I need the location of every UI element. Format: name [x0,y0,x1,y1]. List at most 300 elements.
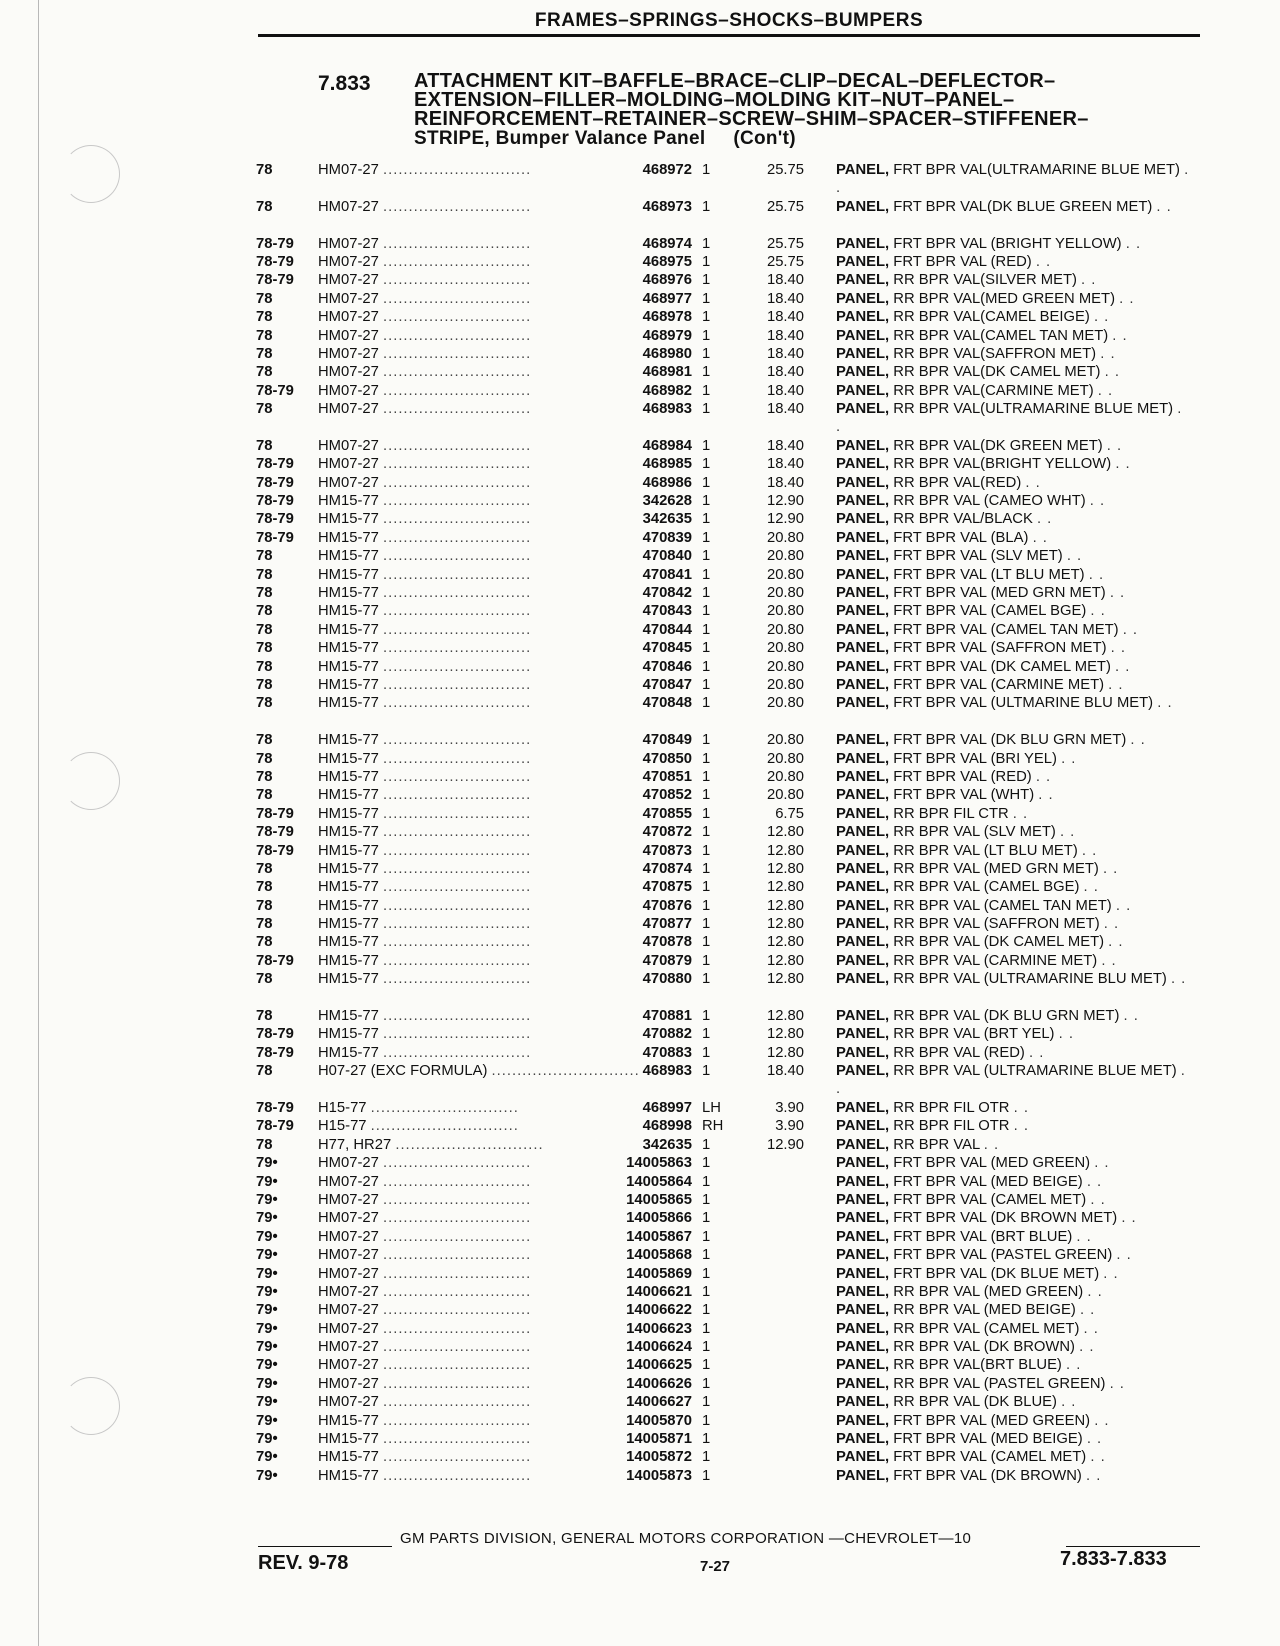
table-row [256,1467,1196,1485]
model-cell [318,1173,576,1191]
description [836,970,1192,988]
model-cell [318,474,576,492]
price: 18.40 [766,437,804,454]
part-number: 470842 [642,585,692,602]
model-year: 78-79 [256,1026,294,1043]
quantity: 1 [702,1320,711,1337]
leader-dots: ............................. [382,603,532,620]
part-name: PANEL, [836,1339,890,1356]
quantity: 1 [702,382,711,399]
model-cell [318,529,576,547]
leader-dots: ............................. [382,401,532,418]
part-number: 470883 [642,1044,692,1061]
part-number: 470880 [642,971,692,988]
leader-dots: . . [1032,529,1048,546]
part-description: FRT BPR VAL (ULTMARINE BLU MET) [893,695,1154,712]
section-title-cont: (Con't) [733,128,796,149]
price: 20.80 [766,732,804,749]
leader-dots: ............................. [382,879,532,896]
part-description: RR BPR VAL(RED) [893,474,1022,491]
part-name: PANEL, [836,640,890,657]
part-description: FRT BPR VAL (WHT) [893,787,1035,804]
model-cell [318,510,576,528]
model-cell [318,860,576,878]
quantity: 1 [702,1375,711,1392]
model-code: HM07-27 [318,401,379,418]
leader-dots: ............................. [382,916,532,933]
part-number: 14006623 [626,1320,692,1337]
leader-dots: . . [1059,824,1076,841]
model-code: HM15-77 [318,934,379,951]
model-year: 78 [256,566,273,583]
leader-dots: . . [1097,382,1114,399]
leader-dots: ............................. [382,290,532,307]
description [836,1301,1192,1319]
model-year: 78 [256,621,273,638]
description [836,161,1192,197]
model-cell [318,1448,576,1466]
part-number: 468980 [642,345,692,362]
model-code: HM15-77 [318,805,379,822]
part-number: 14006621 [626,1283,692,1300]
model-cell [318,1099,576,1117]
leader-dots: . . [1119,290,1135,307]
part-number: 470872 [642,824,692,841]
table-row [256,400,1196,437]
leader-dots: . . [1100,345,1116,362]
leader-dots: . . [1012,805,1029,822]
model-year: 78-79 [256,511,294,528]
table-row [256,566,1196,584]
table-row [256,198,1196,235]
description [836,529,1192,547]
part-description: RR BPR VAL (DK CAMEL MET) [893,934,1105,951]
leader-dots: ............................. [382,952,532,969]
part-name: PANEL, [836,1118,890,1135]
table-row [256,786,1196,804]
model-year: 78 [256,971,273,988]
part-number: 14005872 [626,1449,692,1466]
table-row [256,970,1196,1007]
part-name: PANEL, [836,1228,890,1245]
leader-dots: . . [1101,952,1117,969]
part-description: RR BPR VAL (MED GRN MET) [893,860,1099,877]
model-year: 78 [256,345,273,362]
quantity: LH [702,1100,721,1117]
price: 6.75 [775,805,804,822]
part-name: PANEL, [836,162,890,178]
quantity: 1 [702,1283,711,1300]
model-code: HM15-77 [318,603,379,620]
part-number: 470873 [642,842,692,859]
part-number: 14005865 [626,1191,692,1208]
leader-dots: . . [1061,750,1077,767]
model-code: HM07-27 [318,1394,379,1411]
table-row [256,474,1196,492]
part-name: PANEL, [836,198,890,215]
leader-dots: . . [1123,1008,1139,1025]
part-name: PANEL, [836,548,890,565]
model-cell [318,584,576,602]
description [836,1283,1192,1301]
part-description: RR BPR VAL (DK BROWN) [893,1339,1075,1356]
model-code: HM07-27 [318,456,379,473]
description [836,1356,1192,1374]
description [836,1007,1192,1025]
table-row [256,308,1196,326]
model-code: HM15-77 [318,676,379,693]
part-description: FRT BPR VAL(ULTRAMARINE BLUE MET) [893,162,1180,178]
model-year: 79• [256,1173,278,1190]
table-row [256,952,1196,970]
quantity: 1 [702,198,711,215]
quantity: 1 [702,1449,711,1466]
model-year: 78 [256,437,273,454]
model-year: 79• [256,1155,278,1172]
leader-dots: . . [1061,1394,1077,1411]
part-number: 14005863 [626,1155,692,1172]
quantity: 1 [702,290,711,307]
description [836,1430,1192,1448]
price: 20.80 [766,750,804,767]
leader-dots: ............................. [382,327,532,344]
model-year: 78 [256,585,273,602]
price: 12.80 [766,1044,804,1061]
part-name: PANEL, [836,1449,890,1466]
leader-dots: . . [1025,474,1041,491]
price: 25.75 [766,198,804,215]
part-name: PANEL, [836,382,890,399]
model-code: HM15-77 [318,860,379,877]
model-cell [318,897,576,915]
model-year: 78-79 [256,456,294,473]
part-description: RR BPR VAL(SAFFRON MET) [893,345,1097,362]
model-year: 79• [256,1375,278,1392]
model-cell [318,933,576,951]
leader-dots: . . [1090,1191,1106,1208]
leader-dots: . . [1093,309,1110,326]
leader-dots: ............................. [382,1173,532,1190]
leader-dots: . . [1081,842,1098,859]
leader-dots: . . [1035,253,1052,270]
part-name: PANEL, [836,934,890,951]
table-row [256,1375,1196,1393]
table-row [256,897,1196,915]
leader-dots: ............................. [382,162,532,178]
table-row [256,584,1196,602]
table-row [256,1099,1196,1117]
description [836,382,1192,400]
part-name: PANEL, [836,1008,890,1025]
description [836,1393,1192,1411]
part-name: PANEL, [836,768,890,785]
quantity: 1 [702,1431,711,1448]
quantity: 1 [702,952,711,969]
description [836,547,1192,565]
model-code: H77, HR27 [318,1136,392,1153]
part-name: PANEL, [836,1026,890,1043]
part-description: FRT BPR VAL (BLA) [893,529,1029,546]
model-year: 79• [256,1394,278,1411]
description [836,308,1192,326]
part-description: FRT BPR VAL (CAMEL TAN MET) [893,621,1119,638]
description [836,750,1192,768]
part-description: RR BPR VAL (DK BLU GRN MET) [893,1008,1120,1025]
model-code: HM07-27 [318,364,379,381]
part-number: 468978 [642,309,692,326]
description [836,897,1192,915]
leader-dots: . . [1108,934,1124,951]
model-code: HM15-77 [318,511,379,528]
leader-dots: . . [1090,603,1106,620]
quantity: 1 [702,548,711,565]
leader-dots: ............................. [382,198,532,215]
part-description: RR BPR VAL (CAMEL MET) [893,1320,1080,1337]
leader-dots: . . [1110,640,1126,657]
leader-dots: . . [1170,971,1187,988]
model-code: HM07-27 [318,198,379,215]
model-code: HM15-77 [318,732,379,749]
part-description: RR BPR VAL (CAMEO WHT) [893,493,1086,510]
model-year: 78 [256,658,273,675]
leader-dots: ............................. [382,640,532,657]
model-cell [318,1375,576,1393]
price: 3.90 [775,1100,804,1117]
leader-dots: . . [1086,1431,1103,1448]
section-title [414,72,1089,148]
description [836,400,1192,436]
model-cell [318,566,576,584]
leader-dots: . . [1090,1449,1106,1466]
leader-dots: ............................. [382,695,532,712]
leader-dots: . . [1157,695,1173,712]
part-description: FRT BPR VAL (PASTEL GREEN) [893,1247,1113,1264]
table-row [256,382,1196,400]
quantity: 1 [702,1026,711,1043]
model-year: 78-79 [256,805,294,822]
leader-dots: ............................. [382,382,532,399]
leader-dots: ............................. [382,493,532,510]
price: 20.80 [766,529,804,546]
description [836,860,1192,878]
model-cell [318,1393,576,1411]
part-name: PANEL, [836,916,890,933]
model-year: 78 [256,603,273,620]
quantity: 1 [702,860,711,877]
part-name: PANEL, [836,327,890,344]
part-number: 468998 [642,1118,692,1135]
part-description: RR BPR VAL (SAFFRON MET) [893,916,1100,933]
quantity: 1 [702,732,711,749]
description [836,198,1192,216]
quantity: 1 [702,1063,711,1080]
part-description: FRT BPR VAL (LT BLU MET) [893,566,1085,583]
model-year: 78 [256,327,273,344]
leader-dots: ............................. [382,732,532,749]
table-row [256,1173,1196,1191]
table-row [256,915,1196,933]
model-year: 78 [256,879,273,896]
part-number: 470875 [642,879,692,896]
punch-hole [62,752,120,810]
table-row [256,345,1196,363]
description [836,952,1192,970]
model-code: HM07-27 [318,1247,379,1264]
section-range: 7.833-7.833 [1060,1548,1167,1570]
leader-dots: . . [983,1136,1000,1153]
table-row [256,510,1196,528]
leader-dots: ............................. [382,1265,532,1282]
part-number: 470879 [642,952,692,969]
model-year: 78 [256,934,273,951]
quantity: 1 [702,1155,711,1172]
part-name: PANEL, [836,1467,890,1484]
model-cell [318,842,576,860]
table-row [256,1209,1196,1227]
part-description: FRT BPR VAL (MED BEIGE) [893,1431,1083,1448]
part-description: RR BPR VAL (CAMEL BGE) [893,879,1080,896]
part-name: PANEL, [836,750,890,767]
part-name: PANEL, [836,1302,890,1319]
description [836,437,1192,455]
table-row [256,529,1196,547]
model-year: 79• [256,1431,278,1448]
quantity: 1 [702,529,711,546]
description [836,1191,1192,1209]
table-row [256,547,1196,565]
description [836,933,1192,951]
model-cell [318,731,576,749]
leader-dots: ............................. [382,824,532,841]
part-number: 342628 [642,493,692,510]
part-number: 470855 [642,805,692,822]
quantity: 1 [702,842,711,859]
part-description: RR BPR VAL (MED GREEN) [893,1283,1084,1300]
model-cell [318,676,576,694]
model-code: HM07-27 [318,1320,379,1337]
table-row [256,363,1196,381]
description [836,327,1192,345]
part-name: PANEL, [836,1063,890,1080]
price: 12.80 [766,952,804,969]
leader-dots: ............................. [382,1375,532,1392]
part-description: RR BPR VAL(SILVER MET) [893,272,1077,289]
price: 18.40 [766,272,804,289]
model-code: HM15-77 [318,658,379,675]
part-number: 14005870 [626,1412,692,1429]
leader-dots: ............................. [382,1191,532,1208]
table-row [256,694,1196,731]
footer-rule [258,1546,392,1547]
leader-dots: ............................. [382,1044,532,1061]
table-row [256,1191,1196,1209]
leader-dots: . . [1116,1247,1132,1264]
part-number: 470851 [642,768,692,785]
model-code: HM07-27 [318,272,379,289]
table-row [256,437,1196,455]
price: 18.40 [766,474,804,491]
quantity: 1 [702,1191,711,1208]
part-name: PANEL, [836,603,890,620]
quantity: 1 [702,695,711,712]
model-cell [318,1044,576,1062]
model-year: 78-79 [256,842,294,859]
table-row [256,933,1196,951]
table-row [256,602,1196,620]
model-year: 78 [256,640,273,657]
description [836,363,1192,381]
leader-dots: . . [1125,235,1142,252]
leader-dots: ............................. [382,548,532,565]
quantity: 1 [702,603,711,620]
part-name: PANEL, [836,345,890,362]
quantity: 1 [702,345,711,362]
model-cell [318,621,576,639]
model-code: HM15-77 [318,824,379,841]
table-row [256,1393,1196,1411]
quantity: 1 [702,474,711,491]
part-number: 468973 [642,198,692,215]
description [836,492,1192,510]
model-code: HM15-77 [318,1044,379,1061]
model-cell [318,970,576,988]
table-row [256,860,1196,878]
model-cell [318,1209,576,1227]
price: 20.80 [766,621,804,638]
description [836,584,1192,602]
part-name: PANEL, [836,1375,890,1392]
leader-dots: ............................. [382,676,532,693]
model-code: HM15-77 [318,952,379,969]
part-description: FRT BPR VAL (CAMEL MET) [893,1449,1087,1466]
price: 18.40 [766,364,804,381]
quantity: 1 [702,640,711,657]
leader-dots: ............................. [382,768,532,785]
model-cell [318,1265,576,1283]
part-number: 14005869 [626,1265,692,1282]
quantity: 1 [702,585,711,602]
leader-dots: . . [1115,456,1131,473]
description [836,271,1192,289]
model-year: 79• [256,1247,278,1264]
description [836,602,1192,620]
leader-dots: . . [1013,1118,1029,1135]
part-description: FRT BPR VAL(DK BLUE GREEN MET) [893,198,1153,215]
quantity: 1 [702,1228,711,1245]
leader-dots: . . [1079,1339,1095,1356]
model-cell [318,1117,576,1135]
part-description: FRT BPR VAL (BRT BLUE) [893,1228,1073,1245]
model-year: 78 [256,787,273,804]
price: 18.40 [766,345,804,362]
model-cell [318,547,576,565]
running-head: FRAMES–SPRINGS–SHOCKS–BUMPERS [258,10,1200,37]
table-row [256,253,1196,271]
description [836,510,1192,528]
model-code: HM07-27 [318,1302,379,1319]
table-row [256,492,1196,510]
part-number: 470848 [642,695,692,712]
description [836,1025,1192,1043]
part-description: RR BPR VAL(BRT BLUE) [893,1357,1062,1374]
part-description: RR BPR VAL (PASTEL GREEN) [893,1375,1106,1392]
model-year: 78 [256,198,273,215]
model-code: HM15-77 [318,750,379,767]
table-row [256,235,1196,253]
model-year: 78 [256,768,273,785]
part-number: 468974 [642,235,692,252]
model-year: 78-79 [256,474,294,491]
